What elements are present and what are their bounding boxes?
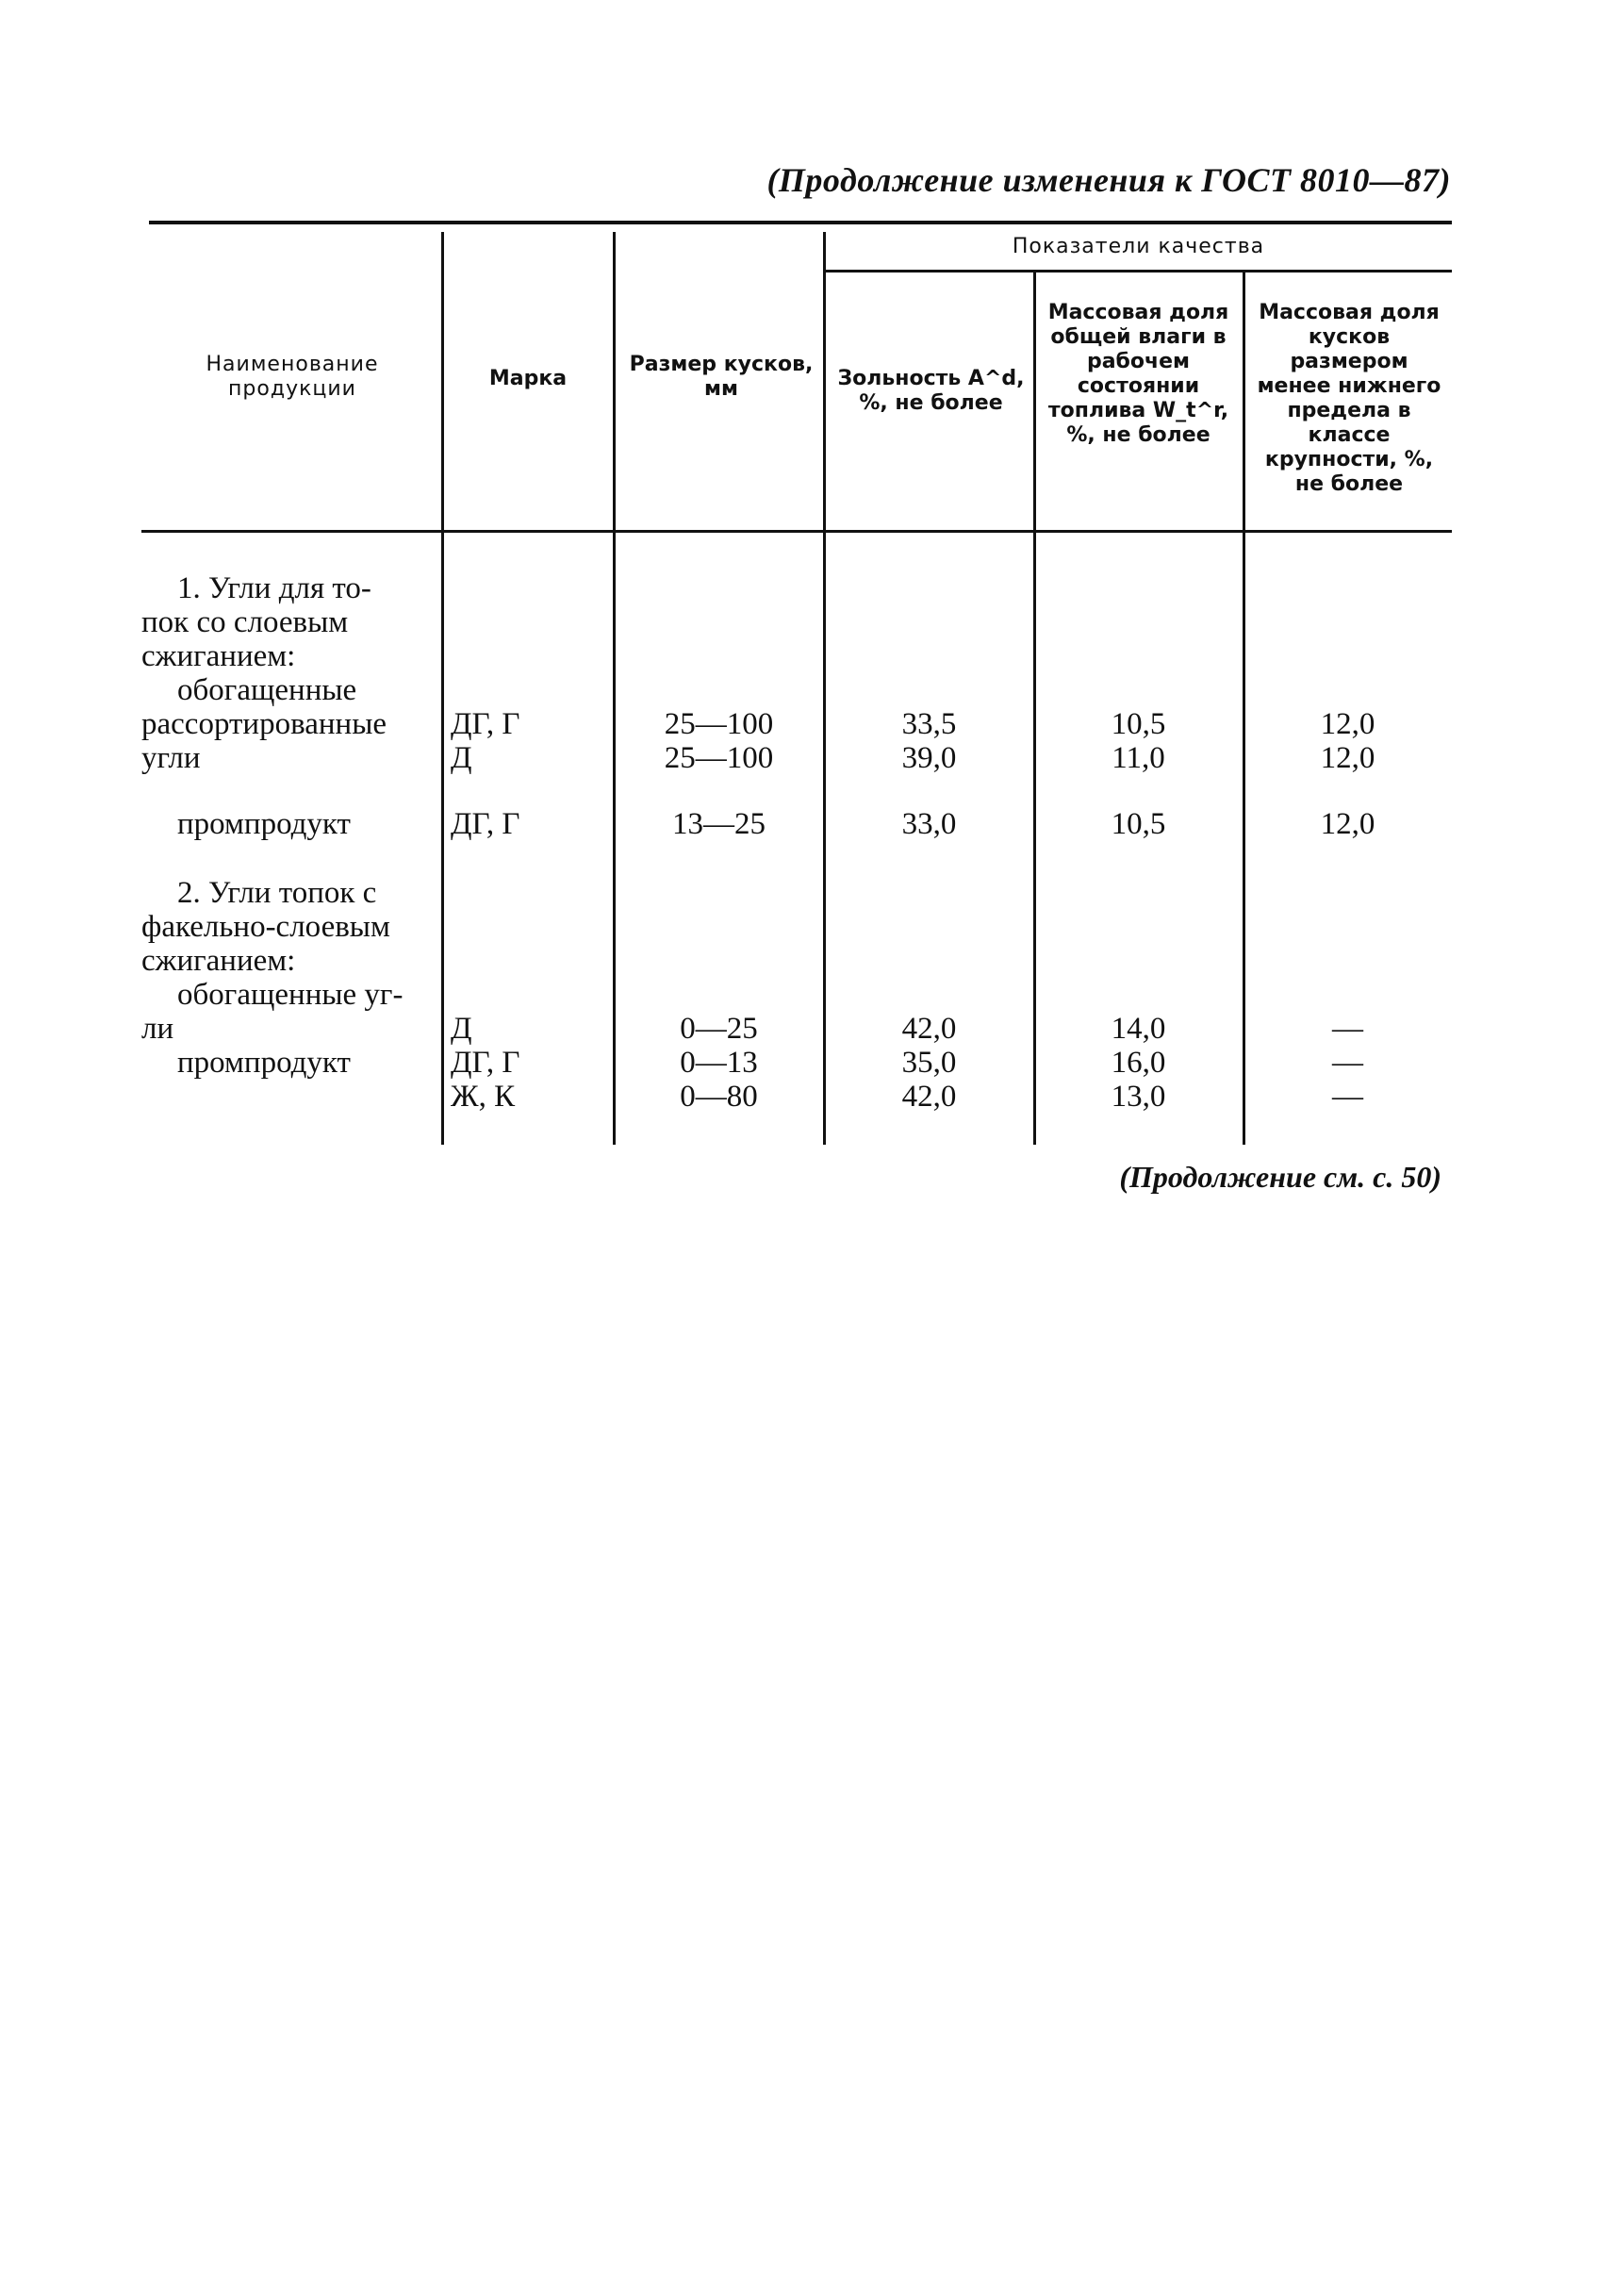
cell-moisture: 10,5: [1111, 807, 1166, 841]
col-divider-5: [1243, 273, 1245, 1145]
cell-fines: —: [1332, 1080, 1363, 1114]
col-divider-3: [823, 232, 826, 1145]
cell-grade: Д: [451, 1012, 472, 1046]
cell-grade: Ж, К: [451, 1080, 516, 1114]
cell-grade: ДГ, Г: [451, 807, 520, 841]
header-quality-group: Показатели качества: [1012, 235, 1265, 258]
cell-ash: 39,0: [901, 741, 957, 775]
cell-ash: 42,0: [901, 1080, 957, 1114]
cell-size: 25—100: [664, 741, 774, 775]
header-grade: Марка: [488, 367, 568, 390]
cell-size: 0—13: [680, 1046, 758, 1080]
section-title-line: сжиганием:: [141, 944, 296, 978]
header-size: Размер кусков, мм: [629, 353, 814, 401]
header-bottom-rule: [141, 530, 1452, 533]
section-title-line: 2. Угли топок с: [177, 876, 377, 910]
footer-note: (Продолжение см. с. 50): [1119, 1160, 1441, 1194]
product-name-line: ли: [141, 1012, 174, 1046]
header-fines: Массовая доля кусков размером менее нижнего предела в классе крупности, %, не более: [1257, 301, 1441, 496]
col-divider-2: [613, 232, 616, 1145]
cell-size: 0—25: [680, 1012, 758, 1046]
quality-table: [141, 221, 1452, 1145]
col-divider-1: [441, 232, 444, 1145]
cell-moisture: 11,0: [1112, 741, 1165, 775]
product-name-line: промпродукт: [177, 807, 351, 841]
product-name-line: промпродукт: [177, 1046, 351, 1080]
cell-fines: —: [1332, 1046, 1363, 1080]
product-name-line: обогащенные: [177, 673, 357, 707]
cell-grade: ДГ, Г: [451, 707, 520, 741]
section-title-line: 1. Угли для то-: [177, 571, 371, 605]
cell-fines: 12,0: [1320, 707, 1375, 741]
cell-moisture: 16,0: [1111, 1046, 1166, 1080]
cell-grade: Д: [451, 741, 472, 775]
section-title-line: факельно-слоевым: [141, 910, 390, 944]
cell-grade: ДГ, Г: [451, 1046, 520, 1080]
header-ash: Зольность A^d, %, не более: [837, 367, 1025, 415]
header-note: (Продолжение изменения к ГОСТ 8010—87): [766, 161, 1451, 199]
header-moisture: Массовая доля общей влаги в рабочем состоянии топлива W_t^r, %, не более: [1047, 301, 1229, 447]
product-name-line: рассортированные: [141, 707, 387, 741]
cell-fines: —: [1332, 1012, 1363, 1046]
product-name-line: угли: [141, 741, 201, 775]
cell-size: 0—80: [680, 1080, 758, 1114]
cell-fines: 12,0: [1320, 807, 1375, 841]
cell-ash: 33,5: [901, 707, 957, 741]
cell-moisture: 13,0: [1111, 1080, 1166, 1114]
cell-moisture: 10,5: [1111, 707, 1166, 741]
cell-fines: 12,0: [1320, 741, 1375, 775]
section-title-line: пок со слоевым: [141, 605, 349, 639]
cell-ash: 35,0: [901, 1046, 957, 1080]
cell-size: 25—100: [664, 707, 774, 741]
cell-size: 13—25: [672, 807, 766, 841]
product-name-line: обогащенные уг-: [177, 978, 404, 1012]
quality-group-rule: [825, 270, 1452, 273]
section-title-line: сжиганием:: [141, 639, 296, 673]
cell-ash: 42,0: [901, 1012, 957, 1046]
col-divider-4: [1033, 273, 1036, 1145]
header-product: Наименование продукции: [206, 353, 379, 401]
cell-ash: 33,0: [901, 807, 957, 841]
table-top-rule: [149, 221, 1452, 224]
cell-moisture: 14,0: [1111, 1012, 1166, 1046]
